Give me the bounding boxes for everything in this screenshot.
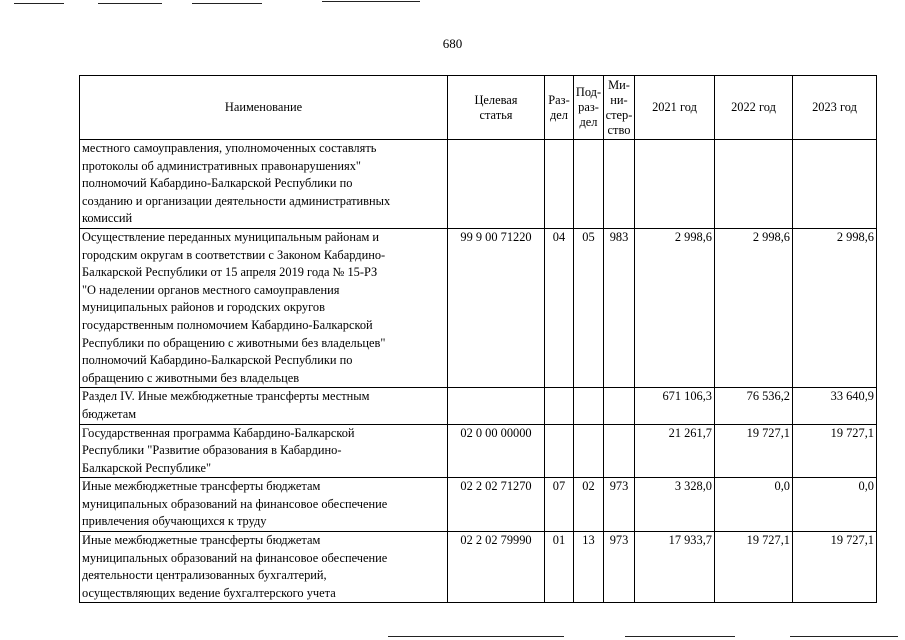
cell-year-2023: 2 998,6 — [793, 228, 877, 387]
cell-year-2022: 0,0 — [715, 478, 793, 532]
cell-name-line: привлечения обучающихся к труду — [82, 514, 267, 529]
header-ministry: Ми- ни- стер- ство — [604, 76, 635, 140]
cell-name — [80, 532, 448, 603]
header-subsection: Под- раз- дел — [574, 76, 604, 140]
cell-target-article: 99 9 00 71220 — [448, 228, 545, 387]
cell-name — [80, 388, 448, 424]
cell-year-2022: 76 536,2 — [715, 388, 793, 424]
cell-year-2022: 19 727,1 — [715, 424, 793, 478]
cell-section — [545, 140, 574, 229]
cell-ministry — [604, 424, 635, 478]
cell-name-line: обращению с животными без владельцев — [82, 370, 300, 385]
cell-name-line: Республики "Развитие образования в Кабардино- — [82, 443, 342, 458]
cell-name-line: Государственная программа Кабардино-Балкарской — [82, 425, 355, 440]
header-year-2021: 2021 год — [635, 76, 715, 140]
cell-name-line: полномочий Кабардино-Балкарской Республики по — [82, 353, 353, 368]
page-number: 680 — [442, 36, 463, 51]
cell-name-line: Осуществление переданных муниципальным районам и — [82, 229, 380, 244]
cell-year-2023: 19 727,1 — [793, 424, 877, 478]
table-row — [80, 478, 877, 532]
table-row — [80, 424, 877, 478]
cell-target-article: 02 2 02 71270 — [448, 478, 545, 532]
scan-artifact-line — [98, 3, 162, 4]
scan-artifact-line — [14, 3, 64, 4]
cell-year-2023: 0,0 — [793, 478, 877, 532]
cell-ministry — [604, 140, 635, 229]
cell-name-line: "О наделении органов местного самоуправления — [82, 282, 340, 297]
cell-name-line: городским округам в соответствии с Законом Кабардино- — [82, 247, 386, 262]
cell-target-article: 02 0 00 00000 — [448, 424, 545, 478]
cell-year-2021: 17 933,7 — [635, 532, 715, 603]
cell-name-line: муниципальных образований на финансовое обеспечение — [82, 496, 388, 511]
cell-name — [80, 424, 448, 478]
cell-year-2023: 33 640,9 — [793, 388, 877, 424]
cell-name-line: протоколы об административных правонарушениях" — [82, 158, 361, 173]
cell-target-article — [448, 140, 545, 229]
cell-section: 04 — [545, 228, 574, 387]
cell-ministry: 973 — [604, 532, 635, 603]
cell-year-2023: 19 727,1 — [793, 532, 877, 603]
cell-name-line: полномочий Кабардино-Балкарской Республики по — [82, 176, 353, 191]
cell-section: 07 — [545, 478, 574, 532]
cell-year-2021 — [635, 140, 715, 229]
cell-name — [80, 140, 448, 229]
cell-name-line: деятельности централизованных бухгалтерий, — [82, 568, 327, 583]
cell-name-line: Раздел IV. Иные межбюджетные трансферты местным — [82, 389, 370, 404]
cell-section — [545, 388, 574, 424]
cell-year-2021: 3 328,0 — [635, 478, 715, 532]
header-target-article: Целевая статья — [448, 76, 545, 140]
table-header-row — [80, 76, 877, 140]
cell-name-line: Республики по обращению с животными без владельцев" — [82, 335, 386, 350]
cell-name-line: Балкарской Республике" — [82, 460, 212, 475]
cell-name-line: осуществляющих ведение бухгалтерского учета — [82, 585, 336, 600]
cell-year-2022: 19 727,1 — [715, 532, 793, 603]
cell-year-2021: 671 106,3 — [635, 388, 715, 424]
cell-year-2021: 2 998,6 — [635, 228, 715, 387]
cell-name-line: местного самоуправления, уполномоченных составлять — [82, 141, 377, 155]
cell-name-line: комиссий — [82, 211, 133, 226]
cell-subsection: 05 — [574, 228, 604, 387]
table-row — [80, 140, 877, 229]
scan-artifact-line — [625, 636, 735, 637]
cell-name-line: муниципальных образований на финансовое обеспечение — [82, 550, 388, 565]
scan-artifact-line — [192, 3, 262, 4]
cell-name — [80, 228, 448, 387]
cell-name-line: бюджетам — [82, 406, 137, 421]
cell-subsection — [574, 424, 604, 478]
table-row — [80, 388, 877, 424]
cell-year-2022 — [715, 140, 793, 229]
cell-name-line: государственным полномочием Кабардино-Балкарской — [82, 317, 373, 332]
cell-name — [80, 478, 448, 532]
cell-target-article — [448, 388, 545, 424]
header-name: Наименование — [80, 76, 448, 140]
cell-year-2021: 21 261,7 — [635, 424, 715, 478]
scan-artifact-line — [790, 636, 898, 637]
cell-ministry: 983 — [604, 228, 635, 387]
cell-ministry — [604, 388, 635, 424]
cell-year-2022: 2 998,6 — [715, 228, 793, 387]
table-row — [80, 532, 877, 603]
scan-artifact-line — [322, 1, 420, 2]
table-row — [80, 228, 877, 387]
scan-artifact-line — [388, 636, 564, 637]
cell-ministry: 973 — [604, 478, 635, 532]
cell-name-line: созданию и организации деятельности административных — [82, 193, 391, 208]
header-year-2023: 2023 год — [793, 76, 877, 140]
cell-section: 01 — [545, 532, 574, 603]
header-section: Раз- дел — [545, 76, 574, 140]
cell-subsection — [574, 140, 604, 229]
header-year-2022: 2022 год — [715, 76, 793, 140]
cell-name-line: Иные межбюджетные трансферты бюджетам — [82, 533, 321, 548]
cell-year-2023 — [793, 140, 877, 229]
cell-subsection: 13 — [574, 532, 604, 603]
cell-subsection: 02 — [574, 478, 604, 532]
cell-name-line: Иные межбюджетные трансферты бюджетам — [82, 479, 321, 494]
cell-name-line: Балкарской Республики от 15 апреля 2019 года № 15-РЗ — [82, 265, 378, 280]
cell-target-article: 02 2 02 79990 — [448, 532, 545, 603]
budget-table — [79, 75, 877, 603]
cell-subsection — [574, 388, 604, 424]
cell-name-line: муниципальных районов и городских округов — [82, 300, 325, 315]
cell-section — [545, 424, 574, 478]
